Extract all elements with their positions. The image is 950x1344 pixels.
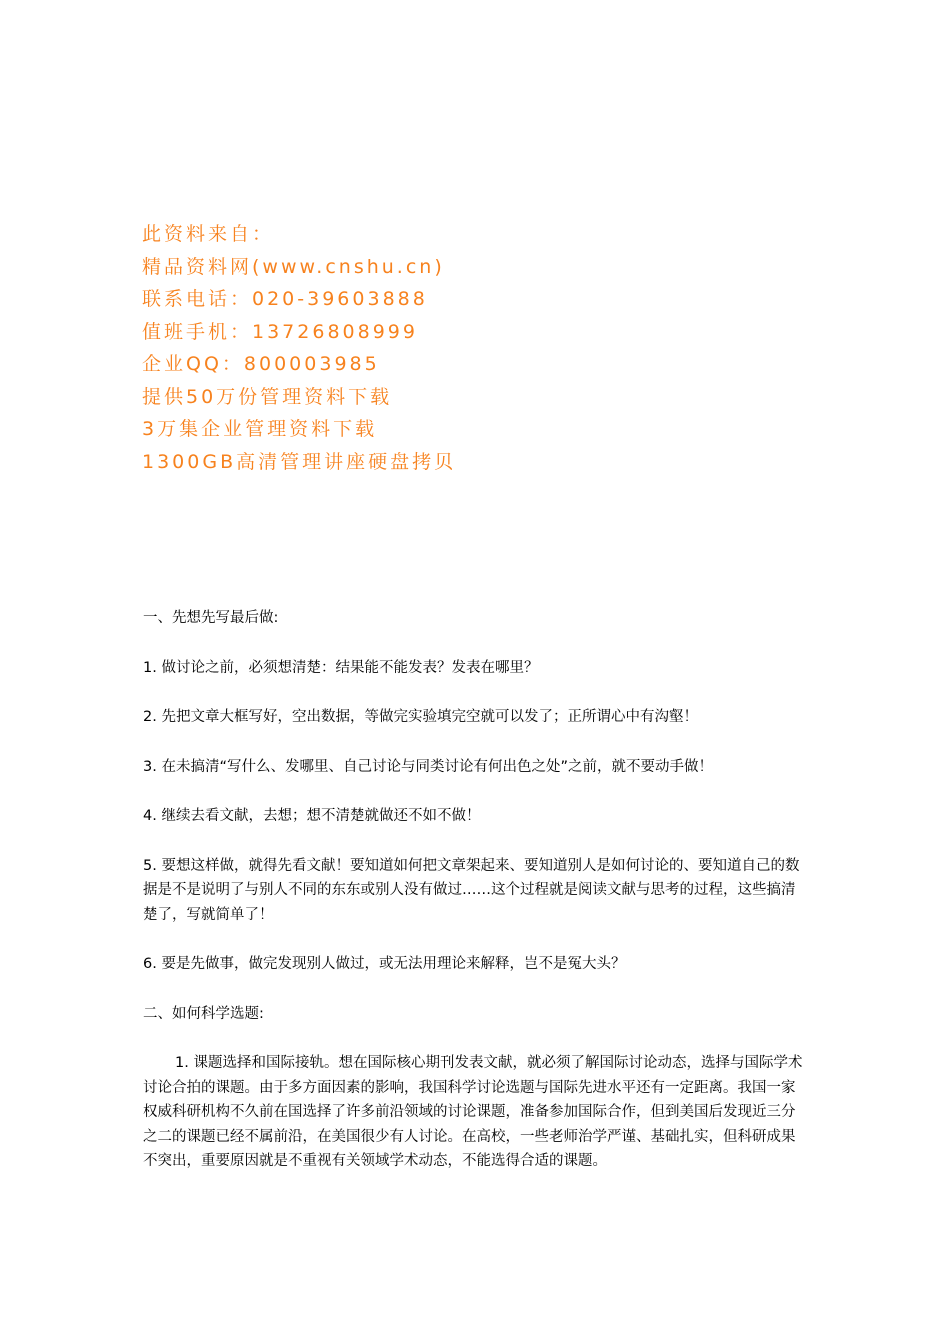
paragraph-item-2: 2. 先把文章大框写好，空出数据，等做完实验填完空就可以发了；正所谓心中有沟壑！ — [143, 709, 698, 725]
section-2-heading: 二、如何科学选题: — [143, 1005, 264, 1022]
source-info-block — [142, 218, 742, 478]
source-offer-2: 3万集企业管理资料下载 — [142, 418, 378, 440]
section-2-paragraph-1: 1. 课题选择和国际接轨。想在国际核心期刊发表文献，就必须了解国际讨论动态，选择与国际学术讨论合拍的课题。由于多方面因素的影响，我国科学讨论选题与国际先进水平还有一定距离。我国一家权威科研机构不久前在国选择了许多前沿领域的讨论课题，准备参加国际合作，但到美国后发现近三分之二的课题已经不属前沿，在美国很少有人讨论。在高校，一些老师治学严谨、基础扎实，但科研成果不突出，重要原因就是不重视有关领域学术动态，不能选得合适的课题。 — [143, 1055, 803, 1169]
paragraph-item-5: 5. 要想这样做，就得先看文献！要知道如何把文章架起来、要知道别人是如何讨论的、要知道自己的数据是不是说明了与别人不同的东东或别人没有做过……这个过程就是阅读文献与思考的过程，这些搞清楚了，写就简单了！ — [143, 857, 800, 923]
source-offer-3: 1300GB高清管理讲座硬盘拷贝 — [142, 450, 457, 473]
paragraph-item-6: 6. 要是先做事，做完发现别人做过，或无法用理论来解释，岂不是冤大头？ — [143, 956, 626, 972]
document-body — [143, 606, 808, 1174]
paragraph-item-4: 4. 继续去看文献，去想；想不清楚就做还不如不做！ — [143, 808, 481, 824]
section-1-heading: 一、先想先写最后做: — [143, 610, 279, 626]
source-mobile: 值班手机：13726808999 — [142, 320, 418, 343]
source-offer-1: 提供50万份管理资料下载 — [142, 385, 393, 408]
source-phone: 联系电话：020-39603888 — [142, 288, 428, 310]
source-website: 精品资料网(www.cnshu.cn) — [142, 255, 445, 278]
paragraph-item-1: 1. 做讨论之前，必须想清楚：结果能不能发表？发表在哪里？ — [143, 659, 539, 676]
paragraph-item-3: 3. 在未搞清“写什么、发哪里、自己讨论与同类讨论有何出色之处”之前，就不要动手做！ — [143, 758, 713, 775]
source-title: 此资料来自： — [142, 223, 275, 245]
source-qq: 企业QQ：800003985 — [142, 353, 380, 375]
